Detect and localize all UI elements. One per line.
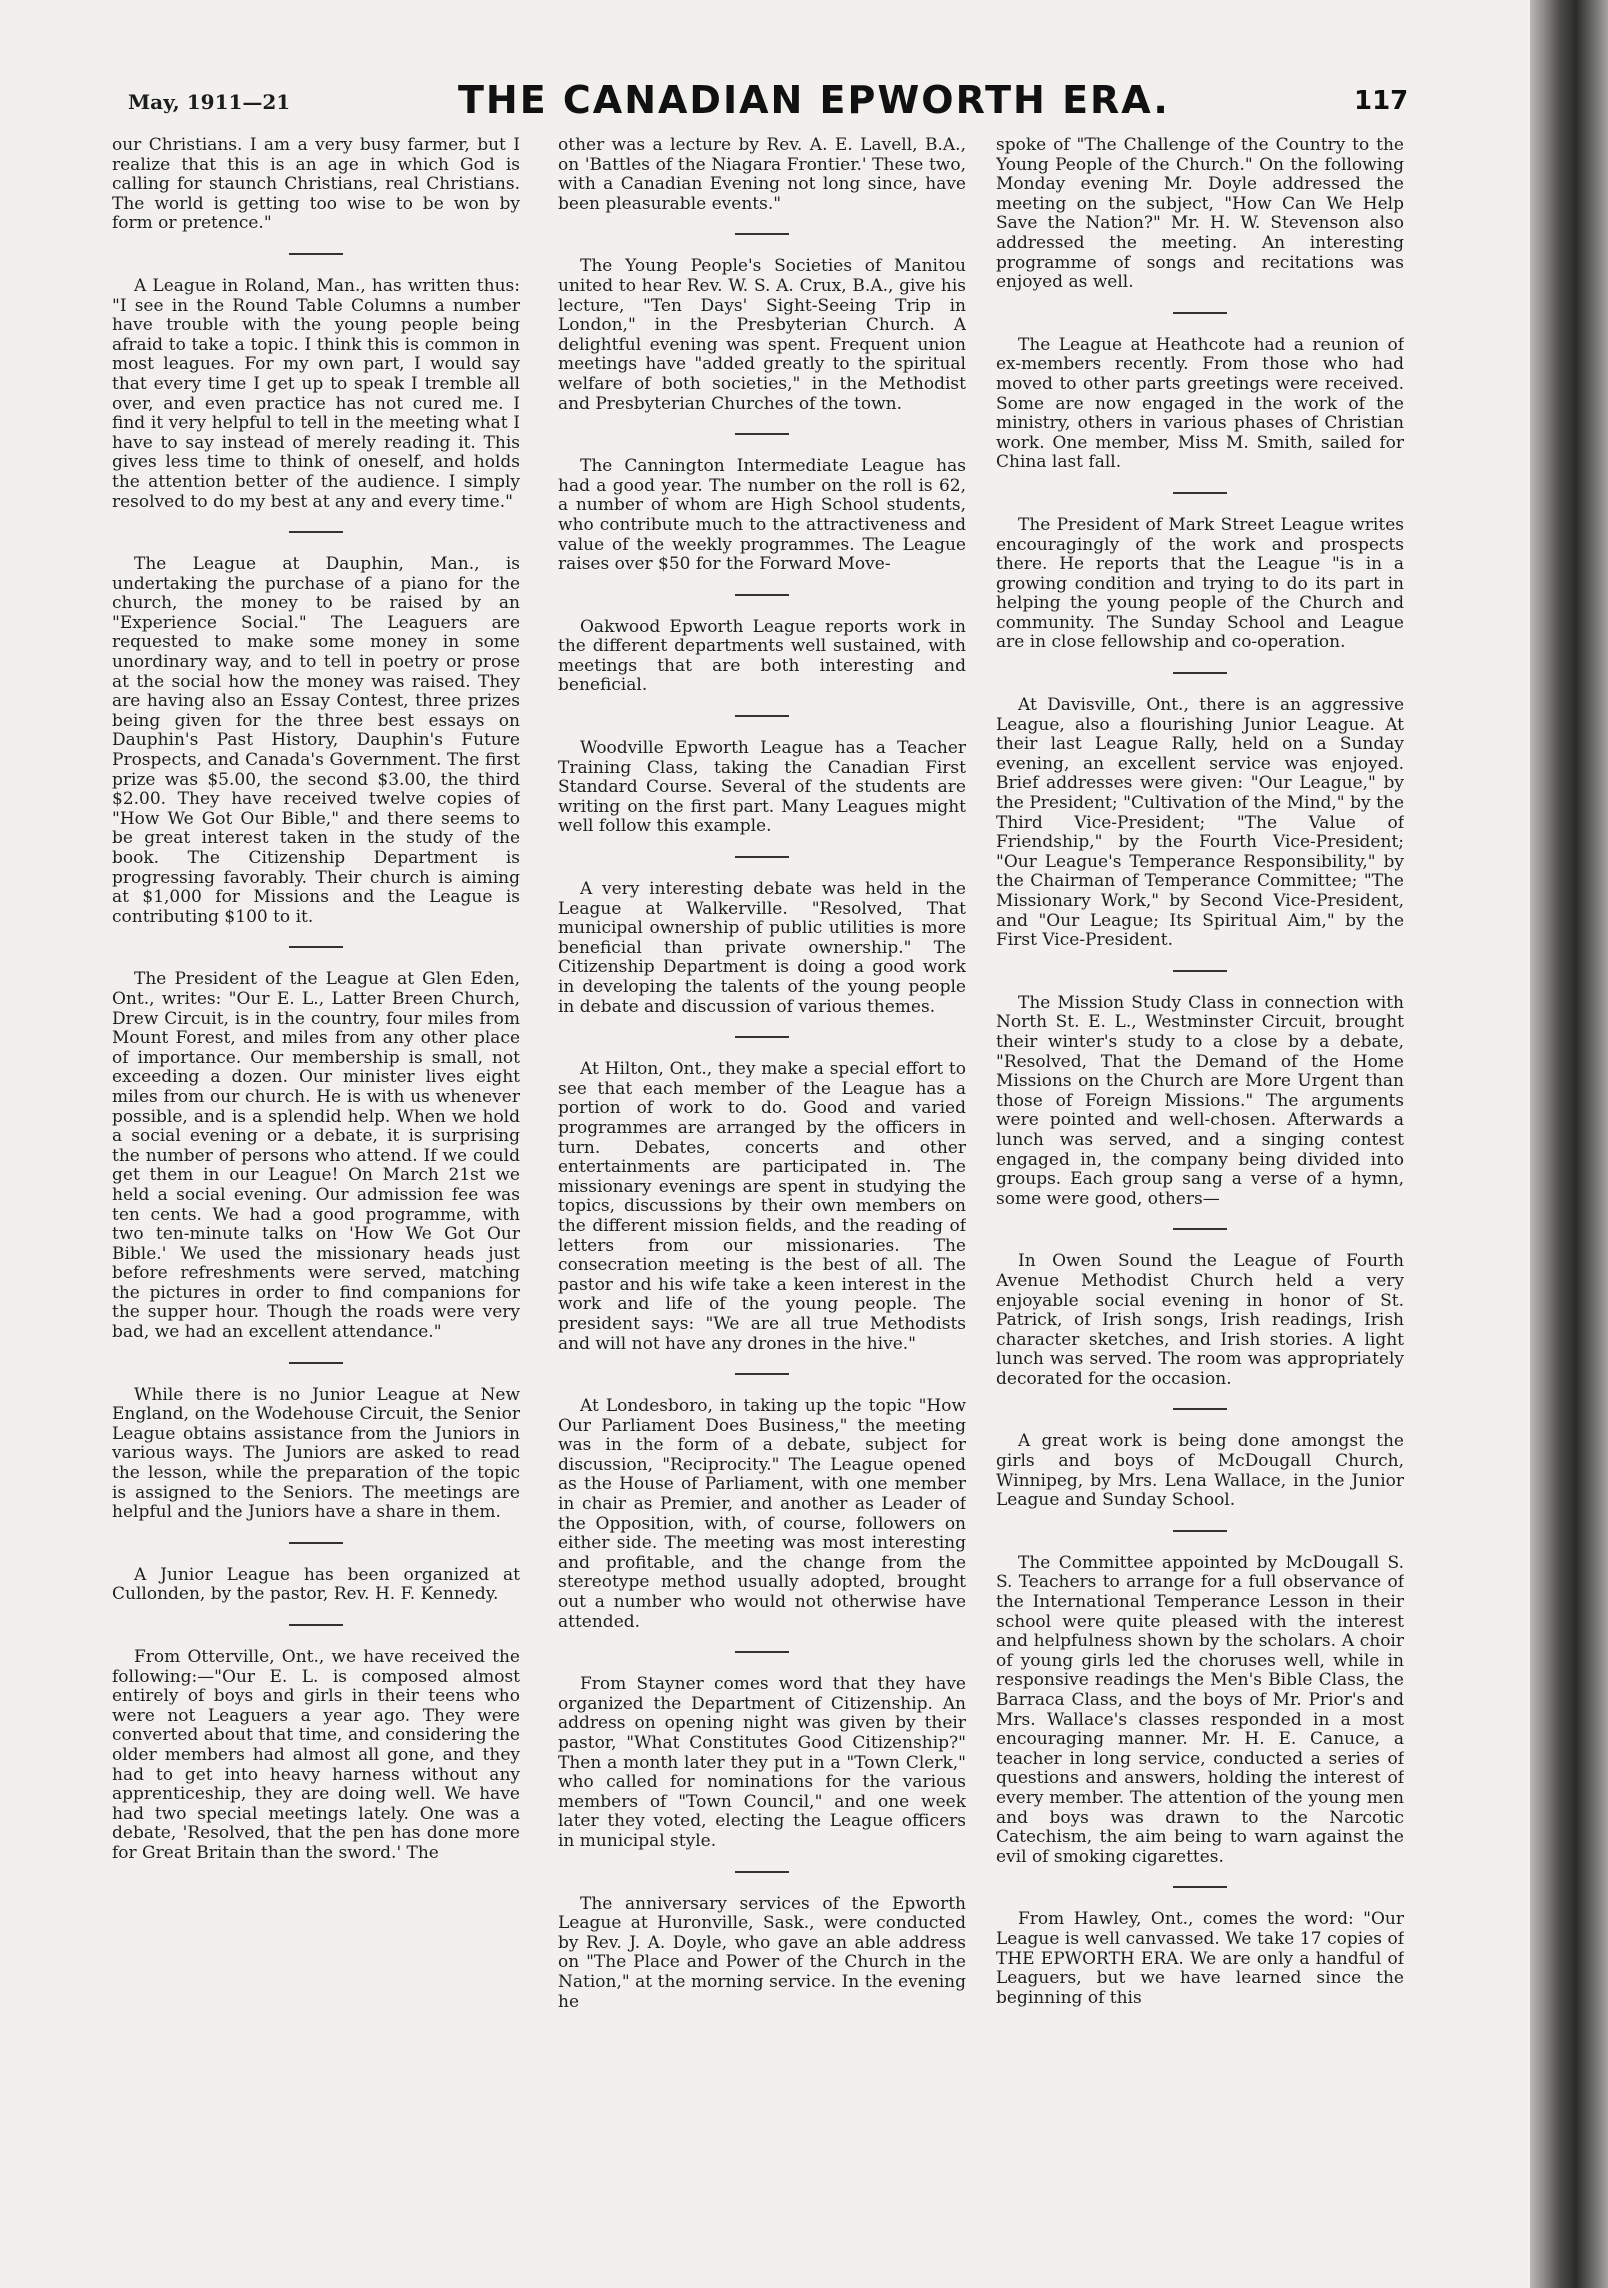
- paragraph: The Mission Study Class in connection with North St. E. L., Westminster Circuit, brought their winter's study to a close by a debate, "Resolved, That the Demand of the Home Missions on the Church are More Urgent than those of Foreign Missions." The arguments were pointed and well-chosen. Afterwards a lunch was served, and a singing contest engaged in, the company being divided into groups. Each group sang a verse of a hymn, some were good, others—: [996, 992, 1404, 1209]
- paragraph: spoke of "The Challenge of the Country to the Young People of the Church." On the following Monday evening Mr. Doyle addressed the meeting on the subject, "How Can We Help Save the Nation?" Mr. H. W. Stevenson also addressed the meeting. An interesting programme of songs and recitations was enjoyed as well.: [996, 136, 1404, 293]
- paragraph: A great work is being done amongst the girls and boys of McDougall Church, Winnipeg, by Mrs. Lena Wallace, in the Junior League and Sunday School.: [996, 1431, 1404, 1511]
- column-2: [558, 136, 966, 2181]
- page-number: 117: [1354, 86, 1409, 116]
- section-divider: [289, 946, 343, 948]
- paragraph: A League in Roland, Man., has written thus: "I see in the Round Table Columns a number have trouble with the young people being afraid to take a topic. I think this is common in most leagues. For my own part, I would say that every time I get up to speak I tremble all over, and even practice has not cured me. I find it very helpful to tell in the meeting what I have to say instead of merely reading it. This gives less time to think of oneself, and holds the attention better of the audience. I simply resolved to do my best at any and every time.": [112, 275, 520, 512]
- column-3: [996, 136, 1404, 2181]
- section-divider: [735, 233, 789, 235]
- section-divider: [289, 1362, 343, 1364]
- book-binding-edge: [1530, 0, 1608, 2288]
- section-divider: [1173, 672, 1227, 674]
- section-divider: [735, 1651, 789, 1653]
- paragraph: The anniversary services of the Epworth League at Huronville, Sask., were conducted by Rev. J. A. Doyle, who gave an able address on "The Place and Power of the Church in the Nation," at the morning service. In the evening he: [558, 1893, 966, 2012]
- section-divider: [1173, 492, 1227, 494]
- section-divider: [1173, 1408, 1227, 1410]
- paragraph: The President of Mark Street League writes encouragingly of the work and prospects there. He reports that the League "is in a growing condition and trying to do its part in helping the young people of the Church and community. The Sunday School and League are in close fellowship and co-operation.: [996, 514, 1404, 653]
- section-divider: [289, 1542, 343, 1544]
- section-divider: [1173, 1228, 1227, 1230]
- paragraph: While there is no Junior League at New England, on the Wodehouse Circuit, the Senior League obtains assistance from the Juniors in various ways. The Juniors are asked to read the lesson, while the preparation of the topic is assigned to the Seniors. The meetings are helpful and the Juniors have a share in them.: [112, 1384, 520, 1523]
- paragraph: From Hawley, Ont., comes the word: "Our League is well canvassed. We take 17 copies of THE EPWORTH ERA. We are only a handful of Leaguers, but we have learned since the beginning of this: [996, 1909, 1404, 2008]
- paragraph: From Stayner comes word that they have organized the Department of Citizenship. An address on opening night was given by their pastor, "What Constitutes Good Citizenship?" Then a month later they put in a "Town Clerk," who called for nominations for the various members of "Town Council," and one week later they voted, electing the League officers in municipal style.: [558, 1674, 966, 1851]
- section-divider: [735, 856, 789, 858]
- section-divider: [289, 1624, 343, 1626]
- section-divider: [735, 594, 789, 596]
- paragraph: other was a lecture by Rev. A. E. Lavell, B.A., on 'Battles of the Niagara Frontier.' These two, with a Canadian Evening not long since, have been pleasurable events.": [558, 136, 966, 214]
- paragraph: At Londesboro, in taking up the topic "How Our Parliament Does Business," the meeting was in the form of a debate, subject for discussion, "Reciprocity." The League opened as the House of Parliament, with one member in chair as Premier, and another as Leader of the Opposition, with, of course, followers on either side. The meeting was most interesting and profitable, and the change from the stereotype method usually adopted, brought out a number who would not otherwise have attended.: [558, 1396, 966, 1632]
- section-divider: [735, 715, 789, 717]
- paragraph: The Young People's Societies of Manitou united to hear Rev. W. S. A. Crux, B.A., give his lecture, "Ten Days' Sight-Seeing Trip in London," in the Presbyterian Church. A delightful evening was spent. Frequent union meetings have "added greatly to the spiritual welfare of both societies," in the Methodist and Presbyterian Churches of the town.: [558, 256, 966, 414]
- section-divider: [735, 433, 789, 435]
- section-divider: [1173, 312, 1227, 314]
- paragraph: The League at Dauphin, Man., is undertaking the purchase of a piano for the church, the money to be raised by an "Experience Social." The Leaguers are requested to make some money in some unordinary way, and to tell in poetry or prose at the social how the money was raised. They are having also an Essay Contest, three prizes being given for the three best essays on Dauphin's Past History, Dauphin's Future Prospects, and Canada's Government. The first prize was $5.00, the second $3.00, the third $2.00. They have received twelve copies of "How We Got Our Bible," and there seems to be great interest taken in the study of the book. The Citizenship Department is progressing favorably. Their church is aiming at $1,000 for Missions and the League is contributing $100 to it.: [112, 554, 520, 927]
- publication-title: THE CANADIAN EPWORTH ERA.: [458, 78, 1170, 122]
- paragraph: our Christians. I am a very busy farmer, but I realize that this is an age in which God is calling for staunch Christians, real Christians. The world is getting too wise to be won by form or pretence.": [112, 136, 520, 234]
- section-divider: [1173, 970, 1227, 972]
- section-divider: [289, 531, 343, 533]
- section-divider: [735, 1373, 789, 1375]
- paragraph: The President of the League at Glen Eden, Ont., writes: "Our E. L., Latter Breen Church, Drew Circuit, is in the country, four miles from Mount Forest, and miles from any other place of importance. Our membership is small, not exceeding a dozen. Our minister lives eight miles from our church. He is with us whenever possible, and is a splendid help. When we hold a social evening or a debate, it is surprising the number of persons who attend. If we could get them in our League! On March 21st we held a social evening. Our admission fee was ten cents. We had a good programme, with two ten-minute talks on 'How We Got Our Bible.' We used the missionary heads just before refreshments were served, matching the pictures in order to find companions for the supper hour. Though the roads were very bad, we had an excellent attendance.": [112, 969, 520, 1343]
- paragraph: In Owen Sound the League of Fourth Avenue Methodist Church held a very enjoyable social evening in honor of St. Patrick, of Irish songs, Irish readings, Irish character sketches, and Irish stories. A light lunch was served. The room was appropriately decorated for the occasion.: [996, 1251, 1404, 1389]
- paragraph: The League at Heathcote had a reunion of ex-members recently. From those who had moved to other parts greetings were received. Some are now engaged in the work of the ministry, others in various phases of Christian work. One member, Miss M. Smith, sailed for China last fall.: [996, 334, 1404, 473]
- paragraph: At Hilton, Ont., they make a special effort to see that each member of the League has a portion of work to do. Good and varied programmes are arranged by the officers in turn. Debates, concerts and other entertainments are participated in. The missionary evenings are spent in studying the topics, discussions by their own members on the different mission fields, and the reading of letters from our missionaries. The consecration meeting is the best of all. The pastor and his wife take a keen interest in the work and life of the young people. The president says: "We are all true Methodists and will not have any drones in the hive.": [558, 1059, 966, 1354]
- paragraph: At Davisville, Ont., there is an aggressive League, also a flourishing Junior League. At their last League Rally, held on a Sunday evening, an excellent service was enjoyed. Brief addresses were given: "Our League," by the President; "Cultivation of the Mind," by the Third Vice-President; "The Value of Friendship," by the Fourth Vice-President; "Our League's Temperance Responsibility," by the Chairman of Temperance Committee; "The Missionary Work," by Second Vice-President, and "Our League; Its Spiritual Aim," by the First Vice-President.: [996, 695, 1404, 951]
- page-header: [128, 78, 1428, 128]
- column-1: [112, 136, 520, 2181]
- section-divider: [1173, 1530, 1227, 1532]
- paragraph: From Otterville, Ont., we have received the following:—"Our E. L. is composed almost entirely of boys and girls in their teens who were not Leaguers a year ago. They were converted about that time, and considering the older members had almost all gone, and they had to get into heavy harness without any apprenticeship, they are doing well. We have had two special meetings lately. One was a debate, 'Resolved, that the pen has done more for Great Britain than the sword.' The: [112, 1647, 520, 1863]
- section-divider: [735, 1871, 789, 1873]
- section-divider: [1173, 1886, 1227, 1888]
- paragraph: The Cannington Intermediate League has had a good year. The number on the roll is 62, a number of whom are High School students, who contribute much to the attractiveness and value of the weekly programmes. The League raises over $50 for the Forward Move-: [558, 456, 966, 575]
- paragraph: The Committee appointed by McDougall S. S. Teachers to arrange for a full observance of the International Temperance Lesson in their school were quite pleased with the interest and helpfulness shown by the scholars. A choir of young girls led the choruses well, while in responsive readings the Men's Bible Class, the Barraca Class, and the boys of Mr. Prior's and Mrs. Wallace's classes responded in a most encouraging manner. Mr. H. E. Canuce, a teacher in long service, conducted a series of questions and answers, holding the interest of every member. The attention of the young men and boys was drawn to the Narcotic Catechism, the aim being to warn against the evil of smoking cigarettes.: [996, 1552, 1404, 1867]
- paragraph: A very interesting debate was held in the League at Walkerville. "Resolved, That municipal ownership of public utilities is more beneficial than private ownership." The Citizenship Department is doing a good work in developing the talents of the young people in debate and discussion of various themes.: [558, 879, 966, 1017]
- paragraph: Woodville Epworth League has a Teacher Training Class, taking the Canadian First Standard Course. Several of the students are writing on the first part. Many Leagues might well follow this example.: [558, 738, 966, 837]
- section-divider: [289, 253, 343, 255]
- paragraph: Oakwood Epworth League reports work in the different departments well sustained, with meetings that are both interesting and beneficial.: [558, 616, 966, 696]
- issue-date: May, 1911—21: [128, 90, 291, 114]
- section-divider: [735, 1036, 789, 1038]
- paragraph: A Junior League has been organized at Cullonden, by the pastor, Rev. H. F. Kennedy.: [112, 1564, 520, 1605]
